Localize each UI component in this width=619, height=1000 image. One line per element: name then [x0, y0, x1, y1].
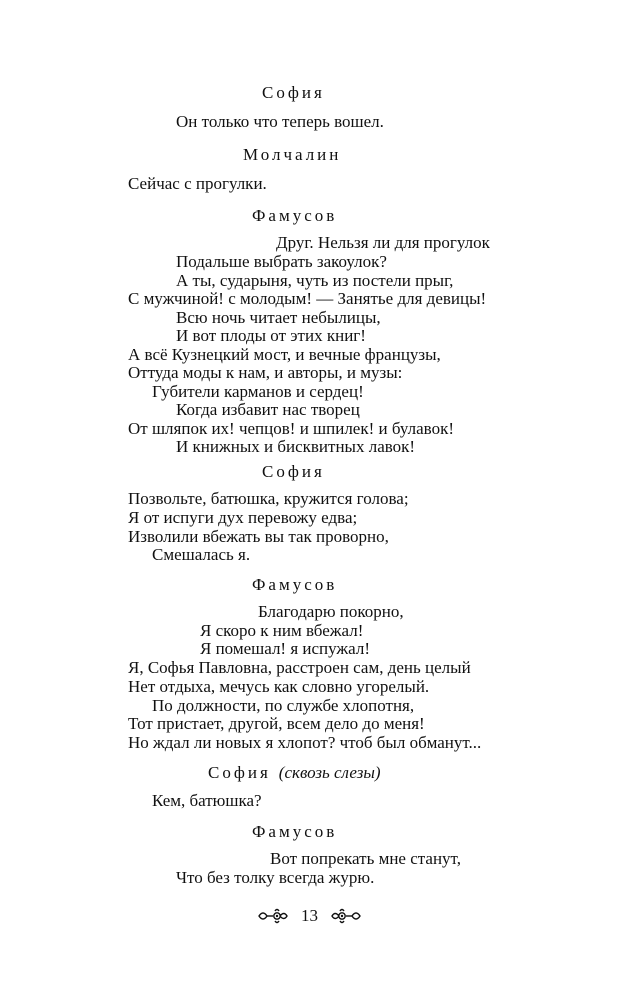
verse-line: Изволили вбежать вы так проворно,: [128, 527, 389, 546]
speaker-name: [262, 83, 325, 103]
verse-line: Губители карманов и сердец!: [152, 382, 364, 401]
verse-line: Я скоро к ним вбежал!: [200, 621, 364, 640]
verse-line: По должности, по службе хлопотня,: [152, 696, 415, 715]
ornament-right-icon: [330, 907, 362, 925]
verse-line: Что без толку всегда журю.: [176, 868, 375, 887]
speaker-name: [208, 763, 381, 783]
verse-line: Позвольте, батюшка, кружится голова;: [128, 489, 409, 508]
verse-line: Сейчас с прогулки.: [128, 174, 267, 193]
speaker-name: [252, 575, 337, 595]
verse-line: Вот попрекать мне станут,: [270, 849, 461, 868]
verse-line: От шляпок их! чепцов! и шпилек! и булавок!: [128, 419, 454, 438]
speaker-label: София: [262, 83, 325, 102]
verse-line: Благодарю покорно,: [258, 602, 404, 621]
speaker-label: София: [262, 462, 325, 481]
verse-line: Подальше выбрать закоулок?: [176, 252, 387, 271]
speaker-name: [252, 206, 337, 226]
verse-line: И книжных и бисквитных лавок!: [176, 437, 416, 456]
verse-line: Друг. Нельзя ли для прогулок: [276, 233, 490, 252]
verse-line: Тот пристает, другой, всем дело до меня!: [128, 714, 425, 733]
speaker-name: [243, 145, 341, 165]
verse-line: Он только что теперь вошел.: [176, 112, 384, 131]
speaker-label: Фамусов: [252, 822, 338, 841]
speaker-label: Молчалин: [243, 145, 342, 164]
stage-direction: (сквозь слезы): [278, 763, 381, 782]
verse-line: Оттуда моды к нам, и авторы, и музы:: [128, 363, 403, 382]
speaker-label: Фамусов: [252, 575, 338, 594]
verse-line: Всю ночь читает небылицы,: [176, 308, 381, 327]
verse-line: А всё Кузнецкий мост, и вечные французы,: [128, 345, 441, 364]
verse-line: Когда избавит нас творец: [176, 400, 360, 419]
speaker-name: [252, 822, 337, 842]
verse-line: С мужчиной! с молодым! — Занятье для девицы!: [128, 289, 487, 308]
verse-line: Но ждал ли новых я хлопот? чтоб был обманут...: [128, 733, 482, 752]
verse-line: И вот плоды от этих книг!: [176, 326, 366, 345]
speaker-name: [262, 462, 325, 482]
verse-line: Смешалась я.: [152, 545, 251, 564]
verse-line: Я, Софья Павловна, расстроен сам, день целый: [128, 658, 471, 677]
verse-line: А ты, сударыня, чуть из постели прыг,: [176, 271, 454, 290]
page-number: 13: [301, 906, 318, 925]
verse-line: Я от испуги дух перевожу едва;: [128, 508, 358, 527]
ornament-left-icon: [257, 907, 289, 925]
speaker-label: София: [208, 763, 271, 782]
verse-line: Я помешал! я испужал!: [200, 639, 371, 658]
speaker-label: Фамусов: [252, 206, 338, 225]
verse-line: Кем, батюшка?: [152, 791, 262, 810]
verse-line: Нет отдыха, мечусь как словно угорелый.: [128, 677, 430, 696]
page-footer: [0, 904, 619, 928]
